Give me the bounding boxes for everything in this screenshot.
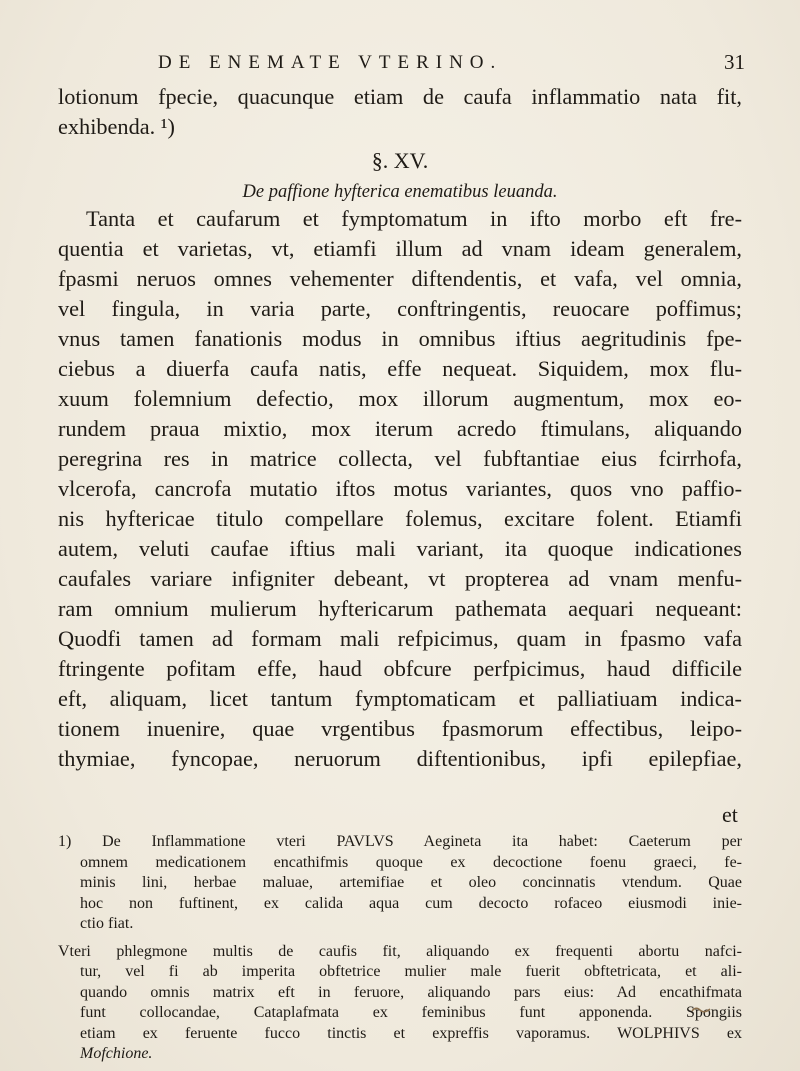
footnotes — [58, 832, 742, 1065]
continuation-paragraph — [58, 82, 742, 142]
footnote-line: quando omnis matrix eft in feruore, aliquando pars eius: Ad encathifmata — [80, 983, 742, 1001]
text-line: vlcerofa, cancrofa mutatio iftos motus variantes, quos vno paffio- — [58, 476, 742, 501]
text-line: vnus tamen fanationis modus in omnibus iftius aegritudinis fpe- — [58, 326, 742, 351]
text-line: nis hyftericae titulo compellare folemus, excitare folent. Etiamfi — [58, 506, 742, 531]
footnote-line: 1) De Inflammatione vteri PAVLVS Aegineta ita habet: Caeterum per — [58, 833, 742, 850]
footnote-line: omnem medicationem encathifmis quoque ex decoctione foenu graeci, fe- — [80, 853, 742, 871]
text-line: Tanta et caufarum et fymptomatum in ifto morbo eft fre- — [86, 206, 742, 231]
footnote-line: Mofchione. — [80, 1045, 153, 1062]
text-line: peregrina res in matrice collecta, vel fubftantiae eius fcirrhofa, — [58, 446, 742, 471]
main-paragraph — [58, 204, 742, 774]
footnote-line: funt collocandae, Cataplafmata ex feminibus funt apponenda. Spongiis — [80, 1004, 742, 1021]
text-line: xuum folemnium defectio, mox illorum augmentum, mox eo- — [58, 386, 742, 411]
catchword: et — [722, 802, 738, 827]
footnote-line: ctio fiat. — [80, 915, 134, 932]
page-number: 31 — [724, 50, 745, 74]
text-line: quentia et varietas, vt, etiamfi illum ad vnam ideam generalem, — [58, 236, 742, 261]
footnote-line: tur, vel fi ab imperita obftetrice mulier male fuerit obftetricata, et ali- — [80, 963, 742, 980]
text-line: tionem inuenire, quae vrgentibus fpasmorum effectibus, leipo- — [58, 716, 742, 741]
text-line: ram omnium mulierum hyftericarum pathemata aequari nequeant: — [58, 596, 742, 621]
text-line: caufales variare infigniter debeant, vt propterea ad vnam menfu- — [58, 566, 742, 591]
text-line: fpasmi neruos omnes vehementer diftendentis, et vafa, vel omnia, — [58, 266, 742, 291]
ink-mark-icon — [690, 1003, 712, 1013]
text-line: eft, aliquam, licet tantum fymptomaticam et palliatiuam indica- — [58, 686, 742, 711]
text-line: ftringente pofitam effe, haud obfcure perfpicimus, haud difficile — [58, 656, 742, 681]
section-number: §. XV. — [371, 148, 429, 173]
section-title: De paffione hyfterica enematibus leuanda. — [242, 182, 558, 202]
footnote-line: etiam ex feruente fucco tinctis et expreffis vaporamus. WOLPHIVS ex — [80, 1024, 742, 1042]
text-line: autem, veluti caufae iftius mali variant, ita quoque indicationes — [58, 536, 742, 561]
footnote-line: hoc non fuftinent, ex calida aqua cum decocto rofaceo eiusmodi inie- — [80, 894, 742, 912]
text-line: Quodfi tamen ad formam mali refpicimus, quam in fpasmo vafa — [58, 626, 742, 651]
footnote-line: Vteri phlegmone multis de caufis fit, aliquando ex frequenti abortu nafci- — [58, 942, 742, 960]
text-line: thymiae, fyncopae, neruorum diftentionibus, ipfi epilepfiae, — [58, 746, 742, 771]
text-line: rundem praua mixtio, mox iterum acredo ftimulans, aliquando — [58, 416, 742, 441]
text-line: ciebus a diuerfa caufa natis, effe nequeat. Siquidem, mox flu- — [58, 356, 742, 381]
running-title: DE ENEMATE VTERINO. — [158, 52, 503, 73]
footnote-line: minis lini, herbae maluae, artemifiae et oleo concinnatis vtendum. Quae — [80, 874, 742, 891]
text-line: lotionum fpecie, quacunque etiam de caufa inflammatio nata fit, — [58, 84, 742, 109]
text-line: vel fingula, in varia parte, conftringentis, reuocare poffimus; — [58, 296, 742, 321]
text-line: exhibenda. ¹) — [58, 114, 175, 139]
